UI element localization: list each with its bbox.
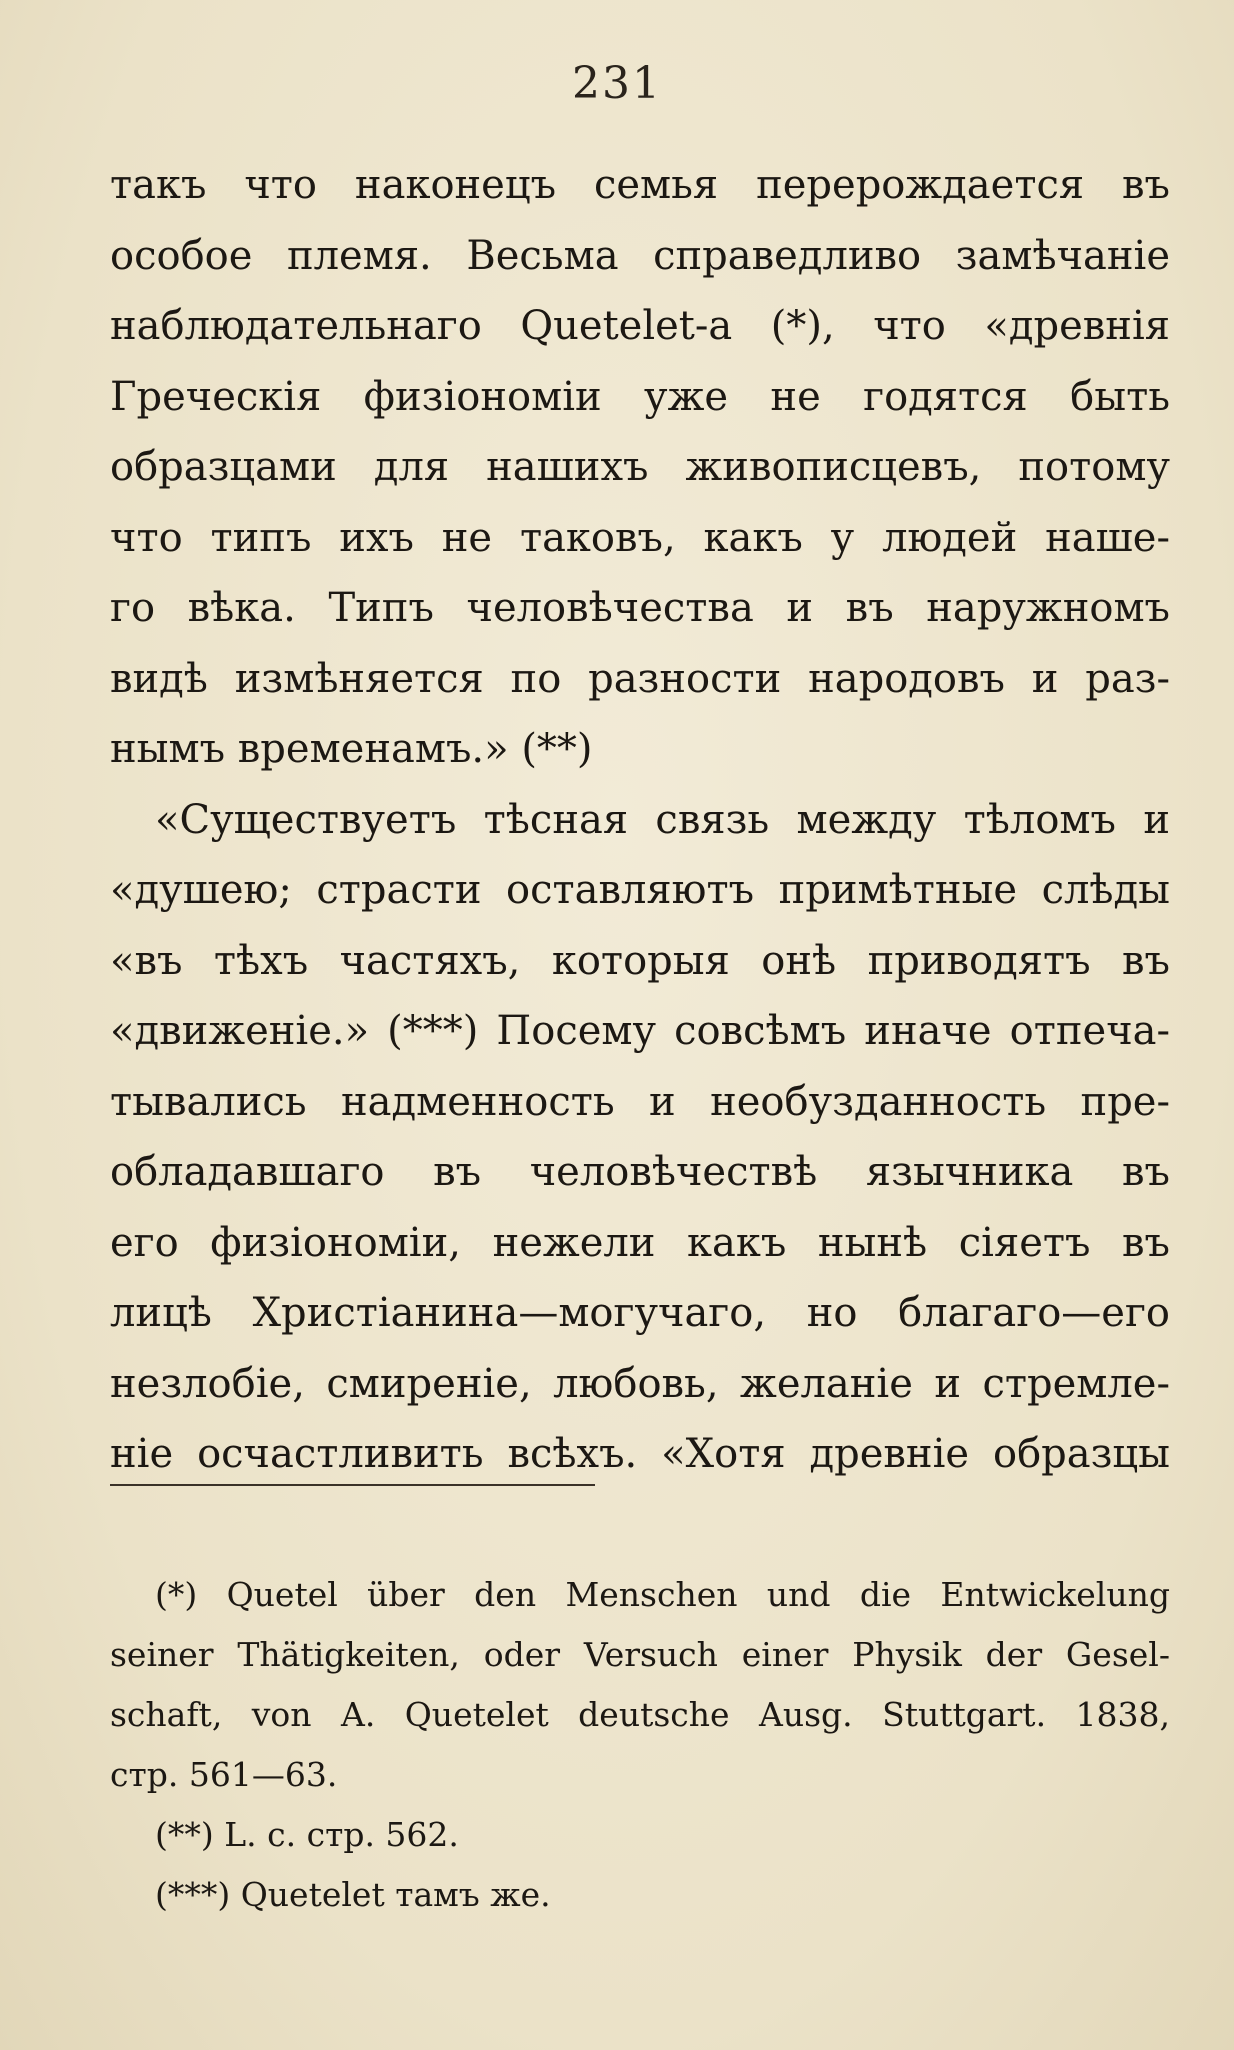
body-line: его физіономіи, нежели какъ нынѣ сіяетъ въ [110, 1219, 1170, 1266]
body-text [110, 150, 1170, 1490]
body-line: тывались надменность и необузданность пре- [110, 1078, 1170, 1125]
body-line: видѣ измѣняется по разности народовъ и раз- [110, 655, 1170, 702]
footnote-line: (*) Quetel über den Menschen und die Entwickelung [155, 1575, 1170, 1614]
footnote-line: schaft, von A. Quetelet deutsche Ausg. Stuttgart. 1838, [110, 1695, 1170, 1734]
footnote-line: (**) L. c. стр. 562. [155, 1815, 459, 1854]
footnote-divider [110, 1484, 595, 1486]
body-line: го вѣка. Типъ человѣчества и въ наружномъ [110, 585, 1170, 631]
page-number: 231 [572, 58, 662, 109]
footnote-line: seiner Thätigkeiten, oder Versuch einer Physik der Gesel- [110, 1635, 1170, 1674]
body-line: такъ что наконецъ семья перерождается въ [110, 162, 1170, 208]
footnote-line: стр. 561—63. [110, 1755, 338, 1794]
body-line: нымъ временамъ.» (**) [110, 726, 593, 772]
body-line: незлобіе, смиреніе, любовь, желаніе и стремле- [110, 1360, 1170, 1407]
body-line: «въ тѣхъ частяхъ, которыя онѣ приводятъ въ [110, 937, 1170, 984]
body-line: наблюдательнаго Quetelet-а (*), что «древнія [110, 303, 1170, 349]
footnote-line: (***) Quetelet тамъ же. [155, 1875, 551, 1914]
body-line: обладавшаго въ человѣчествѣ язычника въ [110, 1149, 1170, 1195]
body-line: «душею; страсти оставляютъ примѣтные слѣды [110, 867, 1170, 913]
body-line: Греческія физіономіи уже не годятся быть [110, 373, 1170, 420]
footnotes [110, 1565, 1170, 1925]
body-line: ніе осчастливить всѣхъ. «Хотя древніе образцы [110, 1431, 1170, 1477]
body-line: особое племя. Весьма справедливо замѣчаніе [110, 232, 1170, 279]
body-line: «Существуетъ тѣсная связь между тѣломъ и [155, 796, 1170, 843]
body-line: «движеніе.» (***) Посему совсѣмъ иначе отпеча- [110, 1008, 1170, 1054]
body-line: что типъ ихъ не таковъ, какъ у людей наше- [110, 514, 1170, 561]
body-line: лицѣ Христіанина—могучаго, но благаго—его [110, 1290, 1170, 1336]
body-line: образцами для нашихъ живописцевъ, потому [110, 444, 1170, 490]
